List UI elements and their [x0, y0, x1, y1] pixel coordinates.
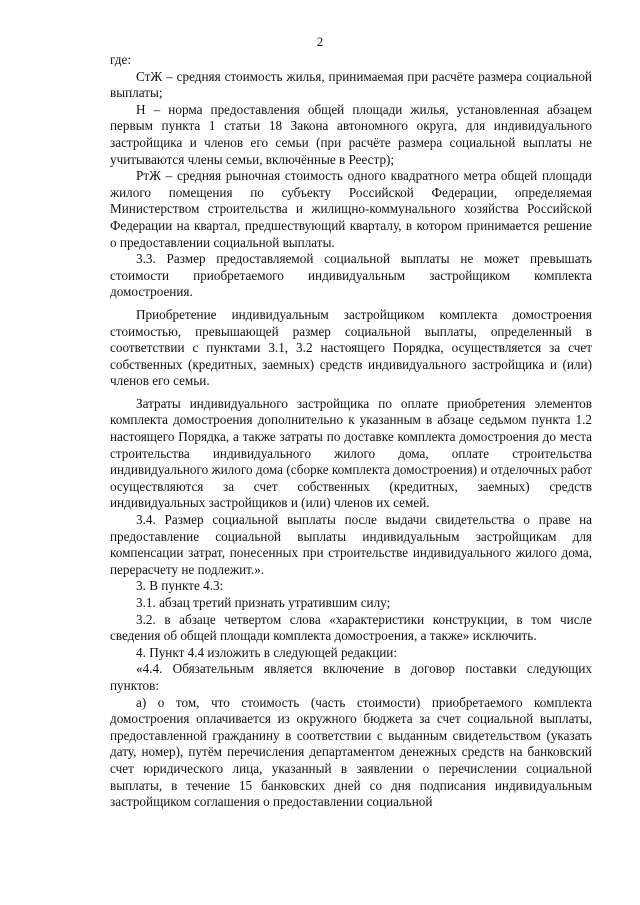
paragraph-item-3: 3. В пункте 4.3: [136, 578, 224, 594]
paragraph-4-4: «4.4. Обязательным является включение в договор поставки следующих пунктов: [110, 661, 592, 693]
paragraph-item-4: 4. Пункт 4.4 изложить в следующей редакции: [136, 644, 398, 660]
paragraph-where: где: [110, 52, 131, 67]
paragraph-costs: Затраты индивидуального застройщика по оплате приобретения элементов комплекта домостроения дополнительно к указанным в абзаце седьмом пункта 1.2 настоящего Порядка, а также затраты по доставке комплекта домостроения до места строительства индивидуального жилого дома, оплате строительства индивидуального жилого дома (сборке комплекта домостроения) и отделочных работ осуществляются за счет собственных (кредитных, заемных) средств индивидуальных застройщиков и (или) членов их семей. [110, 395, 592, 511]
page-number: 2 [316, 34, 324, 49]
paragraph-n-definition: Н – норма предоставления общей площади жилья, установленная абзацем первым пункта 1 статьи 18 Закона автономного округа, для индивидуального застройщика и членов его семьи (при расчёте размера социальной выплаты не учитываются члены семьи, включённые в Реестр); [110, 101, 592, 167]
paragraph-4-4-a: а) о том, что стоимость (часть стоимости) приобретаемого комплекта домостроения оплачивается из окружного бюджета за счет социальной выплаты, предоставленной гражданину в соответствии с выданным свидетельством (указать дату, номер), путём перечисления департаментом денежных средств на банковский счет юридического лица, указанный в заявлении о перечислении социальной выплаты, в течение 15 банковских дней со дня подписания индивидуальным застройщиком соглашения о предоставлении социальной [110, 694, 592, 810]
paragraph-item-3-1: 3.1. абзац третий признать утратившим силу; [136, 595, 391, 610]
paragraph-3-3: 3.3. Размер предоставляемой социальной выплаты не может превышать стоимости приобретаемого индивидуальным застройщиком комплекта домостроения. [110, 251, 592, 300]
paragraph-stzh-definition: СтЖ – средняя стоимость жилья, принимаемая при расчёте размера социальной выплаты; [110, 68, 592, 101]
paragraph-rtzh-definition: РтЖ – средняя рыночная стоимость одного квадратного метра общей площади жилого помещения по субъекту Российской Федерации, определяемая Министерством строительства и жилищно-коммунального хозяйства Российской Федерации на квартал, предшествующий кварталу, в котором принимается решение о предоставлении социальной выплаты. [110, 168, 592, 250]
paragraph-3-4: 3.4. Размер социальной выплаты после выдачи свидетельства о праве на предоставление социальной выплаты индивидуальным застройщикам для компенсации затрат, понесенных при строительстве индивидуального жилого дома, перерасчету не подлежит.». [110, 512, 592, 577]
paragraph-item-3-2: 3.2. в абзаце четвертом слова «характеристики конструкции, в том числе сведения об общей площади комплекта домостроения, а также» исключить. [110, 611, 592, 644]
document-body [110, 52, 592, 811]
paragraph-acquisition: Приобретение индивидуальным застройщиком комплекта домостроения стоимостью, превышающей размер социальной выплаты, определенный в соответствии с пунктами 3.1, 3.2 настоящего Порядка, осуществляется за счет собственных (кредитных, заемных) средств индивидуального застройщика и (или) членов его семьи. [110, 306, 592, 389]
